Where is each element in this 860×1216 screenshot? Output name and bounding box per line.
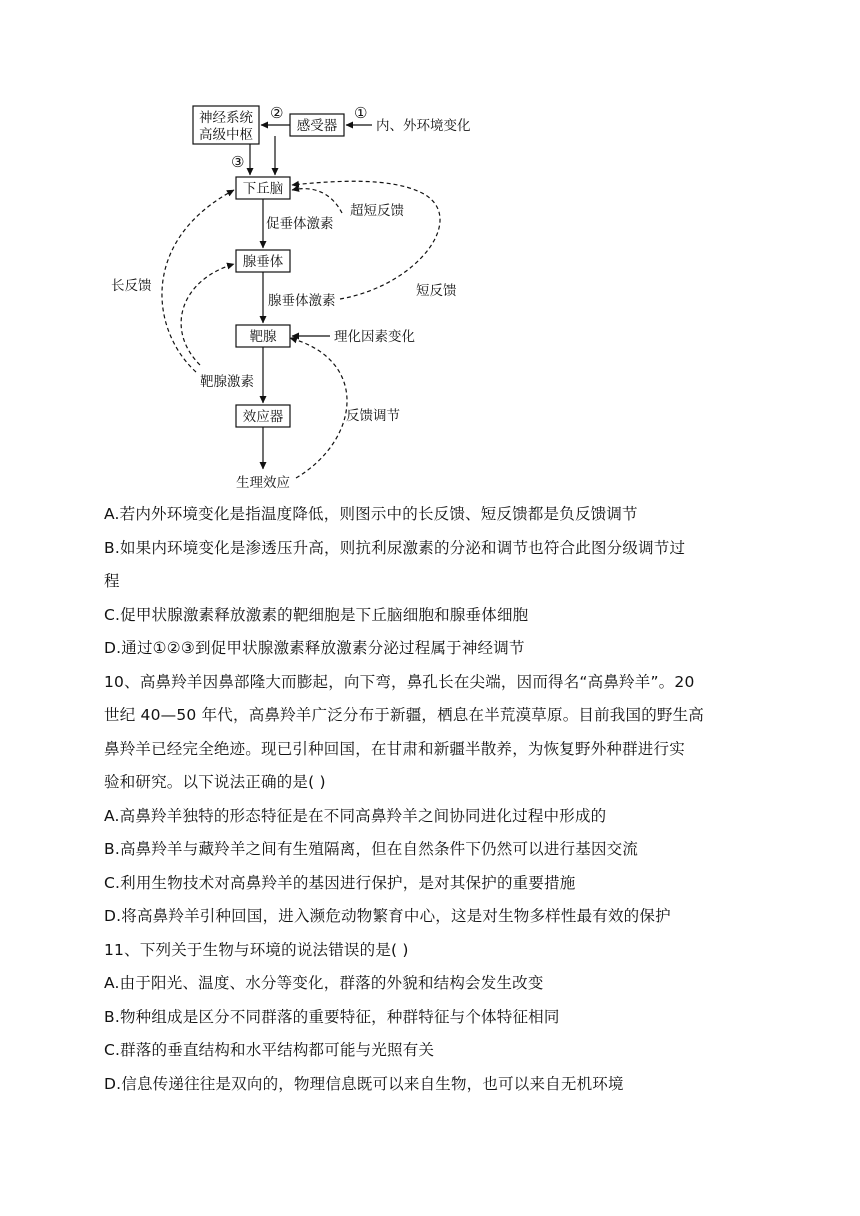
physio-effect-label: 生理效应 — [236, 475, 290, 491]
option-9c: C.促甲状腺激素释放激素的靶细胞是下丘脑细胞和腺垂体细胞 — [104, 605, 529, 624]
question-10-line4: 验和研究。以下说法正确的是( ) — [104, 773, 326, 791]
option-11a: A.由于阳光、温度、水分等变化，群落的外貌和结构会发生改变 — [104, 974, 544, 992]
target-gland-label: 靶腺 — [249, 329, 277, 345]
ultra-short-feedback-path — [292, 189, 342, 213]
target-to-pituitary-feedback-path — [181, 264, 234, 365]
option-10a: A.高鼻羚羊独特的形态特征是在不同高鼻羚羊之间协同进化过程中形成的 — [104, 806, 607, 825]
question-10-line3: 鼻羚羊已经完全绝迹。现已引种回国，在甘肃和新疆半散养，为恢复野外种群进行实 — [104, 739, 685, 758]
step-2-label: ② — [270, 104, 284, 122]
pituitary-label: 腺垂体 — [242, 254, 284, 270]
option-10d: D.将高鼻羚羊引种回国，进入濒危动物繁育中心，这是对生物多样性最有效的保护 — [104, 907, 671, 925]
long-feedback-label: 长反馈 — [111, 278, 152, 294]
cns-label-line2: 高级中枢 — [199, 127, 253, 143]
ultra-short-feedback-label: 超短反馈 — [350, 203, 404, 219]
question-text — [104, 498, 764, 1101]
feedback-regulation-path — [290, 338, 347, 478]
hypothalamus-label: 下丘脑 — [242, 181, 284, 197]
question-10-line1: 10、高鼻羚羊因鼻部隆大而膨起，向下弯，鼻孔长在尖端，因而得名“高鼻羚羊”。20 — [104, 672, 695, 691]
short-feedback-path — [292, 181, 440, 299]
option-9b: B.如果内环境变化是渗透压升高，则抗利尿激素的分泌和调节也符合此图分级调节过 — [104, 538, 686, 557]
step-1-label: ① — [354, 104, 368, 122]
option-11d: D.信息传递往往是双向的，物理信息既可以来自生物，也可以来自无机环境 — [104, 1074, 624, 1093]
target-hormone-label: 靶腺激素 — [200, 374, 254, 390]
option-10c: C.利用生物技术对高鼻羚羊的基因进行保护，是对其保护的重要措施 — [104, 873, 576, 892]
cns-label-line1: 神经系统 — [199, 110, 253, 126]
receptor-label: 感受器 — [296, 118, 338, 134]
effector-label: 效应器 — [242, 409, 284, 425]
option-11b: B.物种组成是区分不同群落的重要特征，种群特征与个体特征相同 — [104, 1007, 560, 1026]
hormone-regulation-diagram — [0, 0, 860, 500]
short-feedback-label: 短反馈 — [416, 283, 457, 299]
question-10-line2: 世纪 40—50 年代，高鼻羚羊广泛分布于新疆，栖息在半荒漠草原。目前我国的野生高 — [104, 706, 705, 724]
option-10b: B.高鼻羚羊与藏羚羊之间有生殖隔离，但在自然条件下仍然可以进行基因交流 — [104, 840, 639, 858]
option-9d: D.通过①②③到促甲状腺激素释放激素分泌过程属于神经调节 — [104, 639, 525, 657]
step-3-label: ③ — [231, 153, 245, 171]
env-change-label: 内、外环境变化 — [376, 118, 471, 134]
option-11c: C.群落的垂直结构和水平结构都可能与光照有关 — [104, 1041, 435, 1059]
pituitary-hormone-label: 腺垂体激素 — [268, 293, 336, 309]
releasing-hormone-label: 促垂体激素 — [266, 216, 334, 232]
option-9a: A.若内外环境变化是指温度降低，则图示中的长反馈、短反馈都是负反馈调节 — [104, 505, 638, 523]
feedback-regulation-label: 反馈调节 — [346, 408, 400, 424]
physchem-change-label: 理化因素变化 — [334, 329, 415, 345]
option-9b-cont: 程 — [104, 572, 120, 590]
question-11-stem: 11、下列关于生物与环境的说法错误的是( ) — [104, 940, 409, 959]
long-feedback-path — [162, 190, 234, 372]
